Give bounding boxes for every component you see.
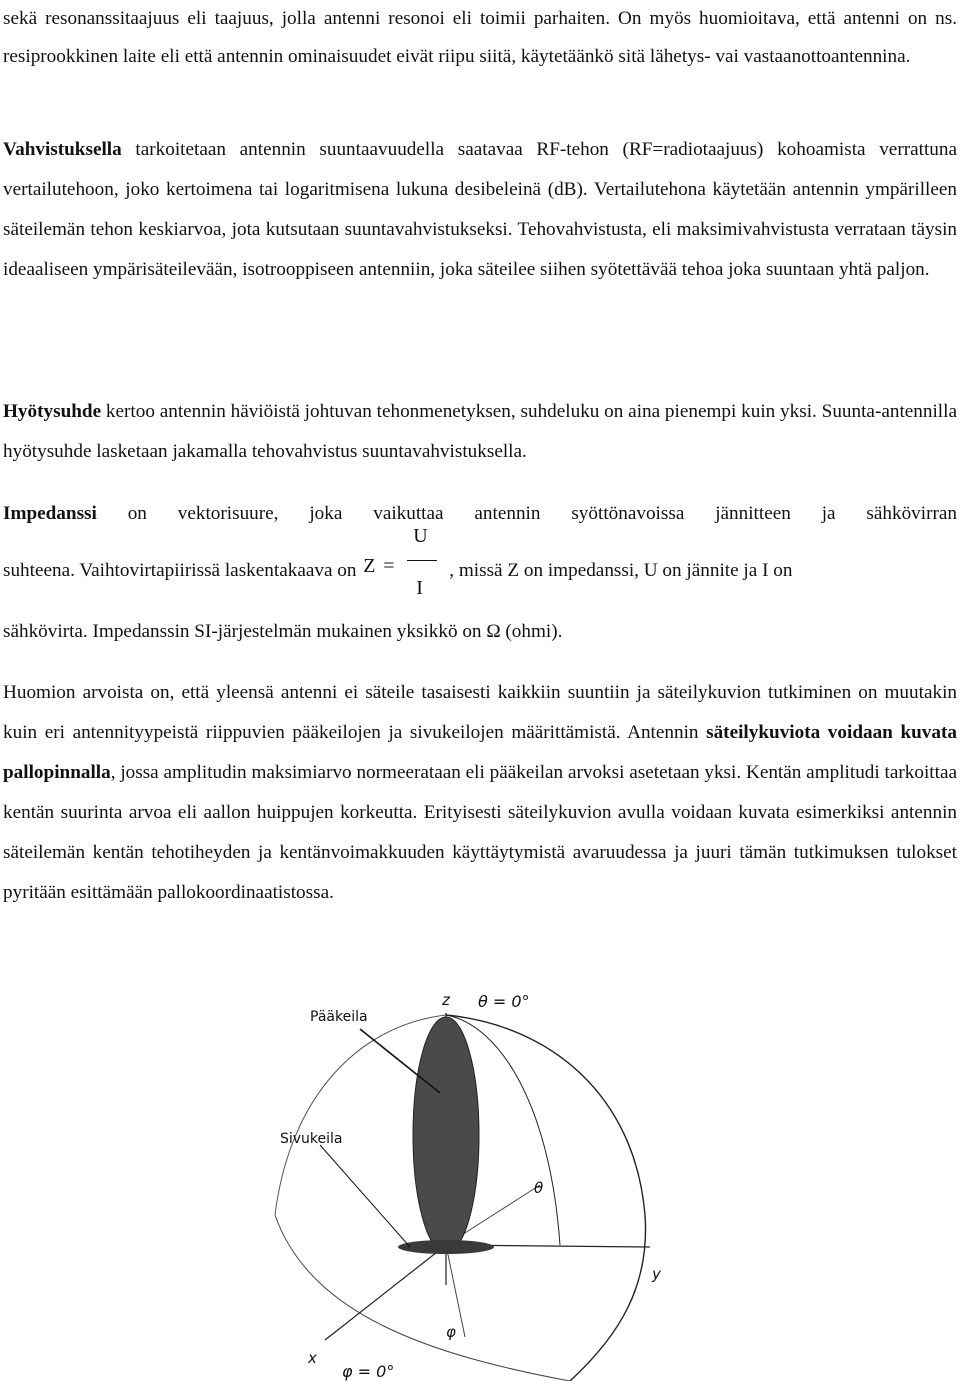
impedanssi-line1: on vektorisuure, joka vaikuttaa antennin syöttönavoissa jännitteen ja sähkövirran [96, 503, 957, 524]
paragraph-impedanssi-line3: sähkövirta. Impedanssin SI-järjestelmän mukainen yksikkö on Ω (ohmi). [3, 621, 563, 642]
impedance-formula [361, 525, 449, 599]
formula-numerator: U [413, 525, 428, 547]
main-lobe-shape [413, 1017, 479, 1253]
side-lobe-pointer [320, 1145, 410, 1247]
paragraph-impedanssi-line2 [3, 525, 957, 599]
label-theta-zero: θ = 0° [478, 992, 530, 1011]
sphere-equator-arc [275, 1215, 570, 1381]
label-phi-zero: φ = 0° [342, 1362, 395, 1381]
paragraph-intro: sekä resonanssitaajuus eli taajuus, jolla antenni resonoi eli toimii parhaiten. On myös huomioitava, että antenni on ns. resiprookkinen laite eli että antennin ominaisuudet eivät riipu siitä, käytetäänkö sitä lähetys- vai vastaanottoantennina. [3, 8, 957, 67]
paragraph-vahvistus [3, 130, 957, 290]
vahvistus-text: tarkoitetaan antennin suuntaavuudella saatavaa RF-tehon (RF=radiotaajuus) kohoamista verrattuna vertailutehoon, joko kertoimena tai logaritmisena lukuna desibeleinä (dB). Vertailutehona käytetään antennin ympärilleen säteilemän tehon keskiarvoa, jota kutsutaan suuntavahvistukseksi. Tehovahvistusta, eli maksimivahvistusta verrataan täysin ideaaliseen ympärisäteilevään, isotrooppiseen antenniin, joka säteilee siihen syötettävää tehoa joka suuntaan yhtä paljon. [3, 139, 957, 280]
label-z-axis: z [442, 991, 450, 1009]
sphere-outline-arc [446, 1015, 646, 1381]
side-lobe-shape [398, 1240, 494, 1254]
impedanssi-line2-after: , missä Z on impedanssi, U on jännite ja I on [449, 560, 793, 581]
label-main-lobe: Pääkeila [310, 1009, 368, 1025]
radiation-pattern-diagram [250, 985, 750, 1381]
term-impedanssi: Impedanssi [3, 503, 97, 524]
huomio-bold: säteilykuviota voidaan kuvata pallopinnalla [3, 722, 957, 783]
hyotysuhde-text: kertoo antennin häviöistä johtuvan tehonmenetyksen, suhdeluku on aina pienempi kuin yksi. Suunta-antennilla hyötysuhde lasketaan jakamalla tehovahvistus suuntavahvistuksella. [3, 401, 957, 462]
label-x-axis: x [308, 1349, 317, 1367]
impedanssi-line2-before: suhteena. Vaihtovirtapiirissä laskentakaava on [3, 560, 357, 581]
term-vahvistus: Vahvistuksella [3, 139, 122, 160]
huomio-text-a: Huomion arvoista on, että yleensä antenni ei säteile tasaisesti kaikkiin suuntiin ja säteilykuvion tutkiminen on muutakin kuin eri antennityypeistä riippuvien pääkeilojen ja sivukeilojen määrittämistä. Antennin [3, 682, 957, 743]
formula-equals: = [383, 555, 395, 577]
term-hyotysuhde: Hyötysuhde [3, 401, 102, 422]
formula-z: Z [363, 555, 376, 577]
label-side-lobe: Sivukeila [280, 1131, 343, 1147]
formula-denominator: I [416, 577, 423, 599]
paragraph-huomio [3, 673, 957, 913]
label-y-axis: y [652, 1265, 661, 1283]
paragraph-hyotysuhde [3, 392, 957, 472]
formula-fraction-bar [407, 560, 437, 561]
x-axis [325, 1245, 446, 1340]
paragraph-impedanssi-line1 [3, 494, 957, 534]
label-theta: θ [534, 1179, 544, 1197]
label-phi: φ [446, 1323, 456, 1341]
huomio-text-b: , jossa amplitudin maksimiarvo normeerataan eli pääkeilan arvoksi asetetaan yksi. Kentän amplitudi tarkoittaa kentän suurinta arvoa eli aallon huippujen korkeutta. Erityisesti säteilykuvion avulla voidaan kuvata esimerkiksi antennin säteilemän kentän tehotiheyden ja kentänvoimakkuuden käyttäytymistä avaruudessa ja juuri tämän tutkimuksen tulokset pyritään esittämään pallokoordinaatistossa. [3, 762, 957, 903]
